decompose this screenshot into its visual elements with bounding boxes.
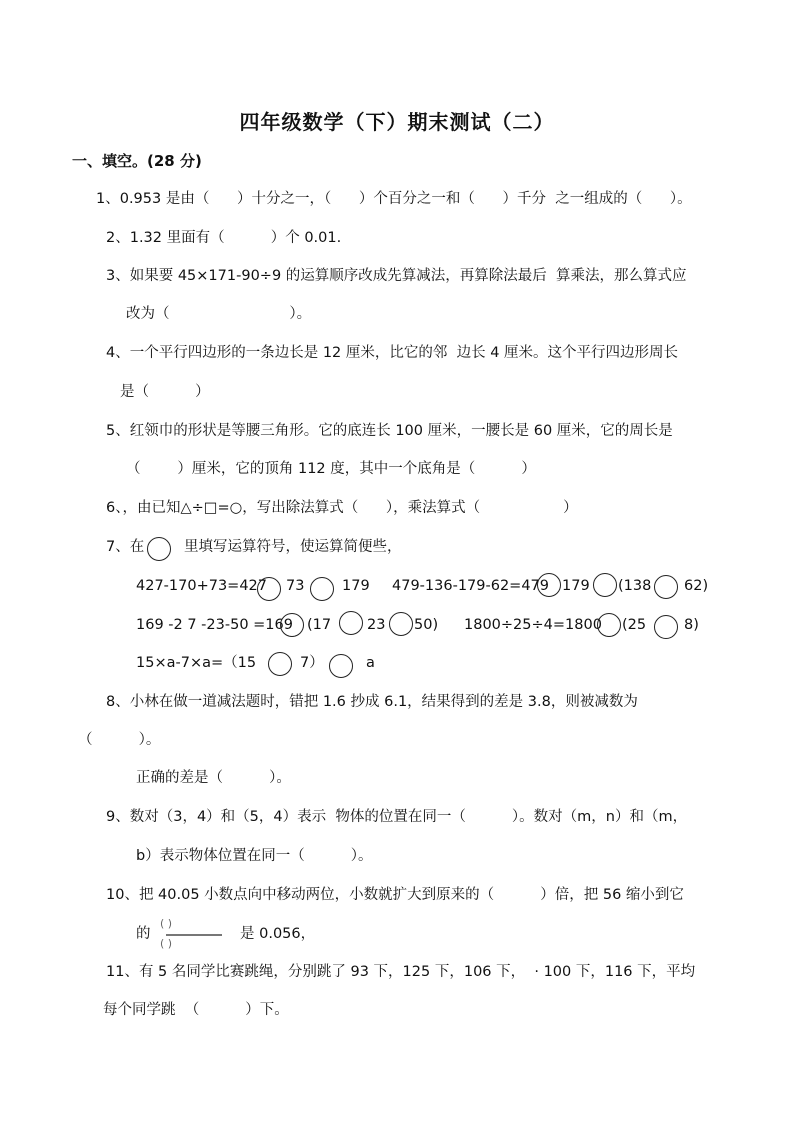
question-7-prefix: 7、在 — [106, 539, 145, 555]
q7-row1-expr: 427-170+73=427 — [136, 578, 268, 594]
question-5-line2: （ ）厘米，它的顶角 112 度，其中一个底角是（ ） — [126, 461, 536, 477]
q7-row2-expr2: 1800÷25÷4=1800 — [464, 617, 602, 633]
fraction-blank — [160, 918, 226, 952]
operator-circle — [593, 573, 617, 597]
question-11-line1: 11、有 5 名同学比赛跳绳，分别跳了 93 下，125 下，106 下， · 100 下，116 下，平均 — [106, 964, 696, 980]
fraction-numerator: ( ) — [160, 917, 173, 930]
q7-row3-term: a — [366, 655, 375, 671]
q7-row2-term: (25 — [622, 617, 647, 633]
fraction-bar — [166, 934, 222, 936]
question-5-line1: 5、红领巾的形状是等腰三角形。它的底连长 100 厘米，一腰长是 60 厘米，它的周长是 — [106, 423, 673, 439]
q7-row1-expr2: 479-136-179-62=479 — [392, 578, 550, 594]
question-1: 1、0.953 是由（ ）十分之一，（ ）个百分之一和（ ）千分 之一组成的（ ）。 — [96, 191, 692, 207]
fraction-denominator: ( ) — [160, 937, 173, 950]
q7-row1-term: 73 — [286, 578, 305, 594]
question-3-line1: 3、如果要 45×171-90÷9 的运算顺序改成先算减法，再算除法最后 算乘法，那么算式应 — [106, 268, 687, 284]
question-9-line2: b）表示物体位置在同一（ ）。 — [136, 848, 373, 864]
q7-row1-term: 179 — [562, 578, 590, 594]
q7-row3-term: 7） — [300, 655, 324, 671]
q7-row2-expr: 169 -2 7 -23-50 =169 — [136, 617, 293, 633]
page-title: 四年级数学（下）期末测试（二） — [239, 110, 555, 134]
section-heading: 一、填空。(28 分) — [72, 152, 202, 170]
question-4-line1: 4、一个平行四边形的一条边长是 12 厘米，比它的邻 边长 4 厘米。这个平行四边形周长 — [106, 345, 679, 361]
question-10-prefix: 的 — [136, 926, 151, 942]
operator-circle — [597, 613, 621, 637]
operator-circle — [329, 654, 353, 678]
q7-row1-term: (138 — [618, 578, 652, 594]
operator-circle — [280, 613, 304, 637]
q7-row3-expr: 15×a-7×a=（15 — [136, 655, 257, 671]
question-4-line2: 是（ ） — [120, 384, 210, 400]
operator-circle — [310, 577, 334, 601]
question-10-suffix: 是 0.056， — [240, 926, 316, 942]
question-9-line1: 9、数对（3，4）和（5，4）表示 物体的位置在同一（ ）。数对（m，n）和（m， — [106, 809, 688, 825]
operator-circle — [654, 575, 678, 599]
q7-row2-term: 50) — [414, 617, 439, 633]
question-10-line1: 10、把 40.05 小数点向中移动两位，小数就扩大到原来的（ ）倍，把 56 缩小到它 — [106, 887, 684, 903]
question-8-line3: 正确的差是（ ）。 — [136, 770, 291, 786]
q7-row2-term: (17 — [307, 617, 332, 633]
q7-row1-term: 179 — [342, 578, 370, 594]
operator-circle — [339, 611, 363, 635]
q7-row1-term: 62) — [684, 578, 709, 594]
question-11-line2: 每个同学跳 （ ）下。 — [103, 1002, 289, 1018]
question-3-line2: 改为（ ）。 — [126, 306, 312, 322]
operator-circle — [537, 573, 561, 597]
operator-circle — [654, 615, 678, 639]
q7-row2-term: 23 — [367, 617, 386, 633]
q7-row2-term: 8) — [684, 617, 699, 633]
question-8-line1: 8、小林在做一道减法题时，错把 1.6 抄成 6.1，结果得到的差是 3.8，则被减数为 — [106, 694, 638, 710]
operator-circle — [147, 537, 171, 561]
question-6: 6、，由已知△÷□=○，写出除法算式（ ），乘法算式（ ） — [106, 500, 578, 516]
operator-circle — [389, 612, 413, 636]
question-2: 2、1.32 里面有（ ）个 0.01. — [106, 230, 342, 246]
operator-circle — [268, 652, 292, 676]
question-8-line2: （ ）。 — [78, 732, 161, 748]
operator-circle — [257, 577, 281, 601]
question-7-suffix: 里填写运算符号，使运算简便些， — [184, 539, 402, 555]
